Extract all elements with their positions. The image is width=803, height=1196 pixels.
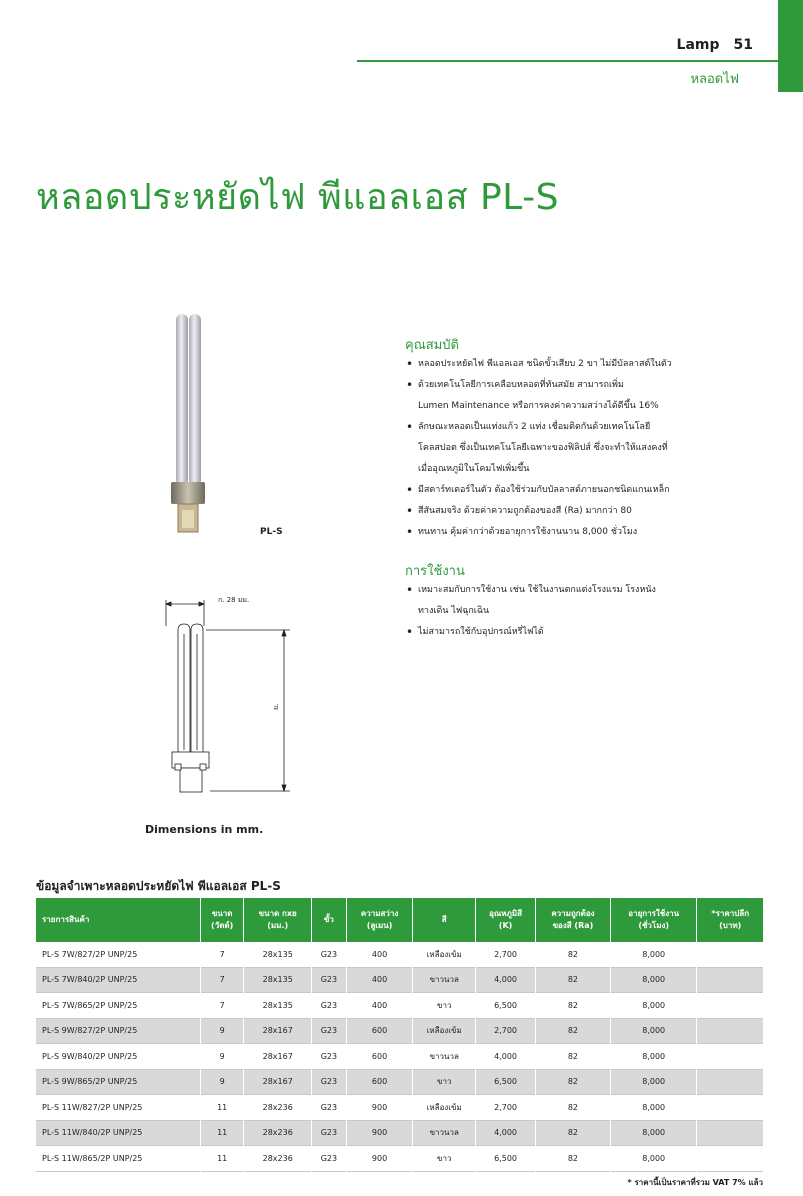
table-cell xyxy=(697,942,763,967)
table-cell: 28x236 xyxy=(244,1146,311,1172)
table-cell: 82 xyxy=(535,993,610,1019)
table-body xyxy=(36,942,763,1171)
table-cell xyxy=(697,1069,763,1095)
table-row xyxy=(36,1069,763,1095)
dimensions-caption: Dimensions in mm. xyxy=(145,823,264,836)
table-cell: 8,000 xyxy=(610,1044,696,1070)
table-cell xyxy=(697,1018,763,1044)
subsection-label: หลอดไฟ xyxy=(690,72,739,87)
table-cell: ขาวนวล xyxy=(413,967,476,993)
column-header: ความสว่าง (ลูเมน) xyxy=(346,898,412,942)
page-number: 51 xyxy=(733,37,753,53)
table-cell: 9 xyxy=(200,1018,244,1044)
table-cell: เหลืองเข้ม xyxy=(413,942,476,967)
table-cell: 8,000 xyxy=(610,967,696,993)
table-cell: PL-S 9W/865/2P UNP/25 xyxy=(36,1069,200,1095)
table-cell: 9 xyxy=(200,1069,244,1095)
table-cell: 11 xyxy=(200,1095,244,1121)
table-cell: 400 xyxy=(346,993,412,1019)
table-cell xyxy=(697,967,763,993)
features-list xyxy=(404,354,734,543)
table-cell: ขาวนวล xyxy=(413,1044,476,1070)
table-cell xyxy=(697,1146,763,1172)
table-cell: 82 xyxy=(535,1146,610,1172)
lamp-photo xyxy=(160,312,210,544)
table-cell: G23 xyxy=(311,1018,346,1044)
bullet-continuation: ทางเดิน ไฟฉุกเฉิน xyxy=(418,606,490,616)
table-cell: 8,000 xyxy=(610,1018,696,1044)
table-cell: 9 xyxy=(200,1044,244,1070)
table-cell: PL-S 11W/827/2P UNP/25 xyxy=(36,1095,200,1121)
bullet-item: • ลักษณะหลอดเป็นแท่งแก้ว 2 แท่ง เชื่อมติดกันด้วยเทคโนโลยี xyxy=(404,417,734,438)
spec-table xyxy=(36,898,763,1172)
table-cell: PL-S 7W/840/2P UNP/25 xyxy=(36,967,200,993)
table-cell: 82 xyxy=(535,942,610,967)
table-cell: 900 xyxy=(346,1095,412,1121)
table-cell: PL-S 9W/827/2P UNP/25 xyxy=(36,1018,200,1044)
bullet-item: • ด้วยเทคโนโลยีการเคลือบหลอดที่ทันสมัย สามารถเพิ่ม xyxy=(404,375,734,396)
table-cell: G23 xyxy=(311,1120,346,1146)
table-cell: 8,000 xyxy=(610,1120,696,1146)
table-cell: G23 xyxy=(311,1146,346,1172)
page-title: หลอดประหยัดไฟ พีแอลเอส PL-S xyxy=(36,177,559,218)
table-cell: 28x167 xyxy=(244,1069,311,1095)
table-cell: 6,500 xyxy=(476,1069,536,1095)
table-cell: 82 xyxy=(535,1120,610,1146)
section-name: Lamp xyxy=(676,37,720,53)
table-cell: 7 xyxy=(200,993,244,1019)
table-cell: 82 xyxy=(535,1095,610,1121)
bullet-item: • เหมาะสมกับการใช้งาน เช่น ใช้ในงานตกแต่งโรงแรม โรงหนัง xyxy=(404,580,734,601)
photo-caption: PL-S xyxy=(260,527,283,537)
table-cell: PL-S 7W/827/2P UNP/25 xyxy=(36,942,200,967)
bullet-continuation: Lumen Maintenance หรือการคงค่าความสว่างได้ดีขึ้น 16% xyxy=(418,401,659,411)
table-cell: 600 xyxy=(346,1069,412,1095)
table-cell: 900 xyxy=(346,1120,412,1146)
table-cell: 82 xyxy=(535,967,610,993)
table-cell xyxy=(697,1044,763,1070)
table-cell: 8,000 xyxy=(610,1146,696,1172)
table-cell: 8,000 xyxy=(610,1095,696,1121)
table-cell: 8,000 xyxy=(610,942,696,967)
usage-heading: การใช้งาน xyxy=(405,564,465,579)
bullet-item: • สีสันสมจริง ด้วยค่าความถูกต้องของสี (Ra) มากกว่า 80 xyxy=(404,501,734,522)
table-cell: 7 xyxy=(200,967,244,993)
table-title: ข้อมูลจำเพาะหลอดประหยัดไฟ พีแอลเอส PL-S xyxy=(36,879,281,893)
table-cell: 4,000 xyxy=(476,1120,536,1146)
table-cell: เหลืองเข้ม xyxy=(413,1095,476,1121)
table-cell: PL-S 9W/840/2P UNP/25 xyxy=(36,1044,200,1070)
table-cell: 28x167 xyxy=(244,1044,311,1070)
bullet-item: • ทนทาน คุ้มค่ากว่าด้วยอายุการใช้งานนาน 8,000 ชั่วโมง xyxy=(404,522,734,543)
table-cell: 6,500 xyxy=(476,1146,536,1172)
table-cell xyxy=(697,993,763,1019)
table-cell: G23 xyxy=(311,942,346,967)
bullet-continuation: เมื่ออุณหภูมิในโคมไฟเพิ่มขึ้น xyxy=(418,464,530,474)
table-cell: G23 xyxy=(311,967,346,993)
table-cell: G23 xyxy=(311,1069,346,1095)
table-cell: ขาว xyxy=(413,993,476,1019)
table-cell: เหลืองเข้ม xyxy=(413,1018,476,1044)
table-cell: ขาว xyxy=(413,1146,476,1172)
table-cell: 900 xyxy=(346,1146,412,1172)
table-cell: 400 xyxy=(346,942,412,967)
table-cell: G23 xyxy=(311,1095,346,1121)
table-row xyxy=(36,1120,763,1146)
table-row xyxy=(36,1018,763,1044)
column-header: ขนาด กxย (มม.) xyxy=(244,898,311,942)
table-cell: 8,000 xyxy=(610,1069,696,1095)
table-cell: 6,500 xyxy=(476,993,536,1019)
dimension-drawing xyxy=(150,590,300,805)
column-header: ขั้ว xyxy=(311,898,346,942)
table-cell: G23 xyxy=(311,1044,346,1070)
column-header: อายุการใช้งาน (ชั่วโมง) xyxy=(610,898,696,942)
column-header: *ราคาปลีก (บาท) xyxy=(697,898,763,942)
bullet-item: • มีสตาร์ทเตอร์ในตัว ต้องใช้ร่วมกับบัลลาสต์ภายนอกชนิดแกนเหล็ก xyxy=(404,480,734,501)
table-cell: 28x236 xyxy=(244,1120,311,1146)
table-cell: ขาว xyxy=(413,1069,476,1095)
table-header-row xyxy=(36,898,763,942)
table-cell: 7 xyxy=(200,942,244,967)
table-cell: 2,700 xyxy=(476,942,536,967)
table-cell: G23 xyxy=(311,993,346,1019)
table-row xyxy=(36,993,763,1019)
table-cell: ขาวนวล xyxy=(413,1120,476,1146)
usage-list xyxy=(404,580,734,643)
table-row xyxy=(36,942,763,967)
table-cell: 4,000 xyxy=(476,1044,536,1070)
table-cell xyxy=(697,1095,763,1121)
width-dimension-label: ก. 28 มม. xyxy=(218,596,250,604)
table-row xyxy=(36,1146,763,1172)
bullet-item: • ไม่สามารถใช้กับอุปกรณ์หรี่ไฟได้ xyxy=(404,622,734,643)
column-header: สี xyxy=(413,898,476,942)
column-header: อุณหภูมิสี (K) xyxy=(476,898,536,942)
table-cell: PL-S 11W/840/2P UNP/25 xyxy=(36,1120,200,1146)
table-cell xyxy=(697,1120,763,1146)
table-cell: 82 xyxy=(535,1018,610,1044)
table-cell: 2,700 xyxy=(476,1018,536,1044)
table-cell: 82 xyxy=(535,1069,610,1095)
header-rule xyxy=(357,60,778,62)
height-dimension-label: ย. xyxy=(272,703,280,710)
table-cell: PL-S 11W/865/2P UNP/25 xyxy=(36,1146,200,1172)
table-row xyxy=(36,1044,763,1070)
table-cell: 28x135 xyxy=(244,967,311,993)
green-corner-tab xyxy=(778,0,803,92)
table-cell: 11 xyxy=(200,1120,244,1146)
bullet-item: • หลอดประหยัดไฟ พีแอลเอส ชนิดขั้วเสียบ 2 ขา ไม่มีบัลลาสต์ในตัว xyxy=(404,354,734,375)
table-cell: 8,000 xyxy=(610,993,696,1019)
table-row xyxy=(36,1095,763,1121)
features-heading: คุณสมบัติ xyxy=(405,338,459,353)
table-cell: 600 xyxy=(346,1018,412,1044)
column-header: ความถูกต้อง ของสี (Ra) xyxy=(535,898,610,942)
table-cell: 2,700 xyxy=(476,1095,536,1121)
column-header: ขนาด (วัตต์) xyxy=(200,898,244,942)
table-cell: 28x135 xyxy=(244,993,311,1019)
table-cell: 82 xyxy=(535,1044,610,1070)
table-cell: 28x236 xyxy=(244,1095,311,1121)
table-row xyxy=(36,967,763,993)
table-cell: 600 xyxy=(346,1044,412,1070)
bullet-continuation: โคลสปอต ซึ่งเป็นเทคโนโลยีเฉพาะของฟิลิปส์ ซึ่งจะทำให้แสงคงที่ xyxy=(418,443,668,453)
price-footnote: * ราคานี้เป็นราคาที่รวม VAT 7% แล้ว xyxy=(627,1178,763,1187)
table-cell: PL-S 7W/865/2P UNP/25 xyxy=(36,993,200,1019)
table-cell: 4,000 xyxy=(476,967,536,993)
table-cell: 28x135 xyxy=(244,942,311,967)
table-cell: 11 xyxy=(200,1146,244,1172)
table-cell: 28x167 xyxy=(244,1018,311,1044)
table-cell: 400 xyxy=(346,967,412,993)
running-header xyxy=(677,37,753,53)
column-header: รายการสินค้า xyxy=(36,898,200,942)
